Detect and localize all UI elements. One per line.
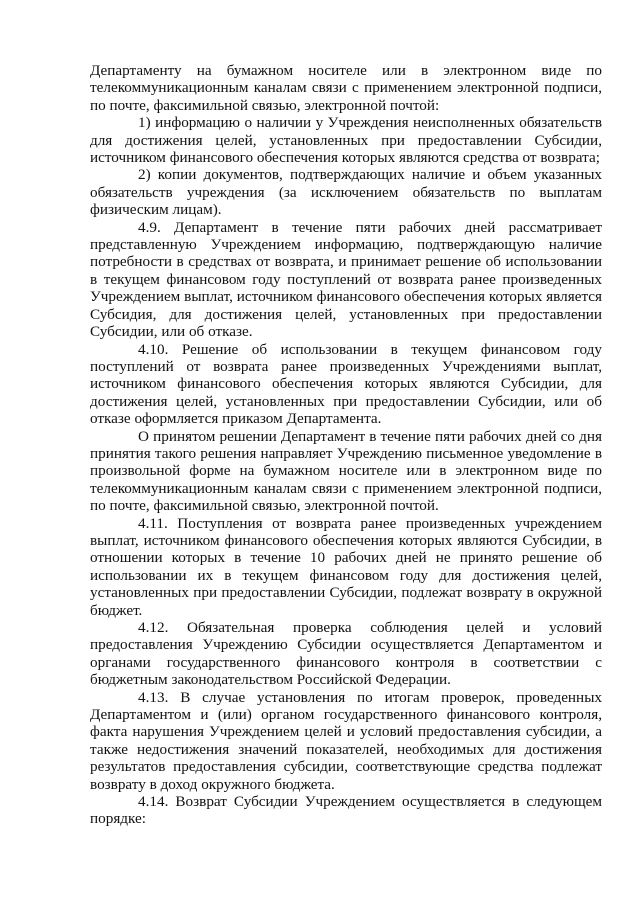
paragraph-4-10: 4.10. Решение об использовании в текущем финансовом году поступлений от возврата ранее произведенных Учреждениями выплат, источником финансового обеспечения которых являются Субсидии, для достижения целей, установленных при предоставлении Субсидии, или об отказе оформляется приказом Департамента. [90, 340, 602, 428]
paragraph-4-13: 4.13. В случае установления по итогам проверок, проведенных Департаментом и (или) органом государственного финансового контроля, факта нарушения Учреждением целей и условий предоставления субсидии, а также недостижения значений показателей, необходимых для достижения результатов предоставления субсидии, соответствующие средства подлежат возврату в доход окружного бюджета. [90, 688, 602, 793]
paragraph-intro-continuation: Департаменту на бумажном носителе или в электронном виде по телекоммуникационным каналам связи с применением электронной подписи, по почте, факсимильной связью, электронной почтой: [90, 62, 602, 114]
paragraph-4-9: 4.9. Департамент в течение пяти рабочих дней рассматривает представленную Учреждением информацию, подтверждающую наличие потребности в средствах от возврата, и принимает решение об использовании в текущем финансовом году поступлений от возврата ранее произведенных Учреждением выплат, источником финансового обеспечения которых является Субсидия, для достижения целей, установленных при предоставлении Субсидии, или об отказе. [90, 218, 602, 341]
paragraph-4-11: 4.11. Поступления от возврата ранее произведенных учреждением выплат, источником финансового обеспечения которых являются Субсидии, в отношении которых в течение 10 рабочих дней не принято решение об использовании их в текущем финансовом году для достижения целей, установленных при предоставлении Субсидии, подлежат возврату в окружной бюджет. [90, 514, 602, 619]
paragraph-item-1: 1) информацию о наличии у Учреждения неисполненных обязательств для достижения целей, установленных при предоставлении Субсидии, источником финансового обеспечения которых являются средства от возврата; [90, 114, 602, 167]
paragraph-4-14: 4.14. Возврат Субсидии Учреждением осуществляется в следующем порядке: [90, 793, 602, 828]
paragraph-4-12: 4.12. Обязательная проверка соблюдения целей и условий предоставления Учреждению Субсидии осуществляется Департаментом и органами государственного финансового контроля в соответствии с бюджетным законодательством Российской Федерации. [90, 619, 602, 689]
paragraph-decision-notice: О принятом решении Департамент в течение пяти рабочих дней со дня принятия такого решения направляет Учреждению письменное уведомление в произвольной форме на бумажном носителе или в электронном виде по телекоммуникационным каналам связи с применением электронной подписи, по почте, факсимильной связью, электронной почтой. [90, 427, 602, 515]
paragraph-item-2: 2) копии документов, подтверждающих наличие и объем указанных обязательств учреждения (за исключением обязательств по выплатам физическим лицам). [90, 166, 602, 219]
document-page [90, 62, 602, 828]
